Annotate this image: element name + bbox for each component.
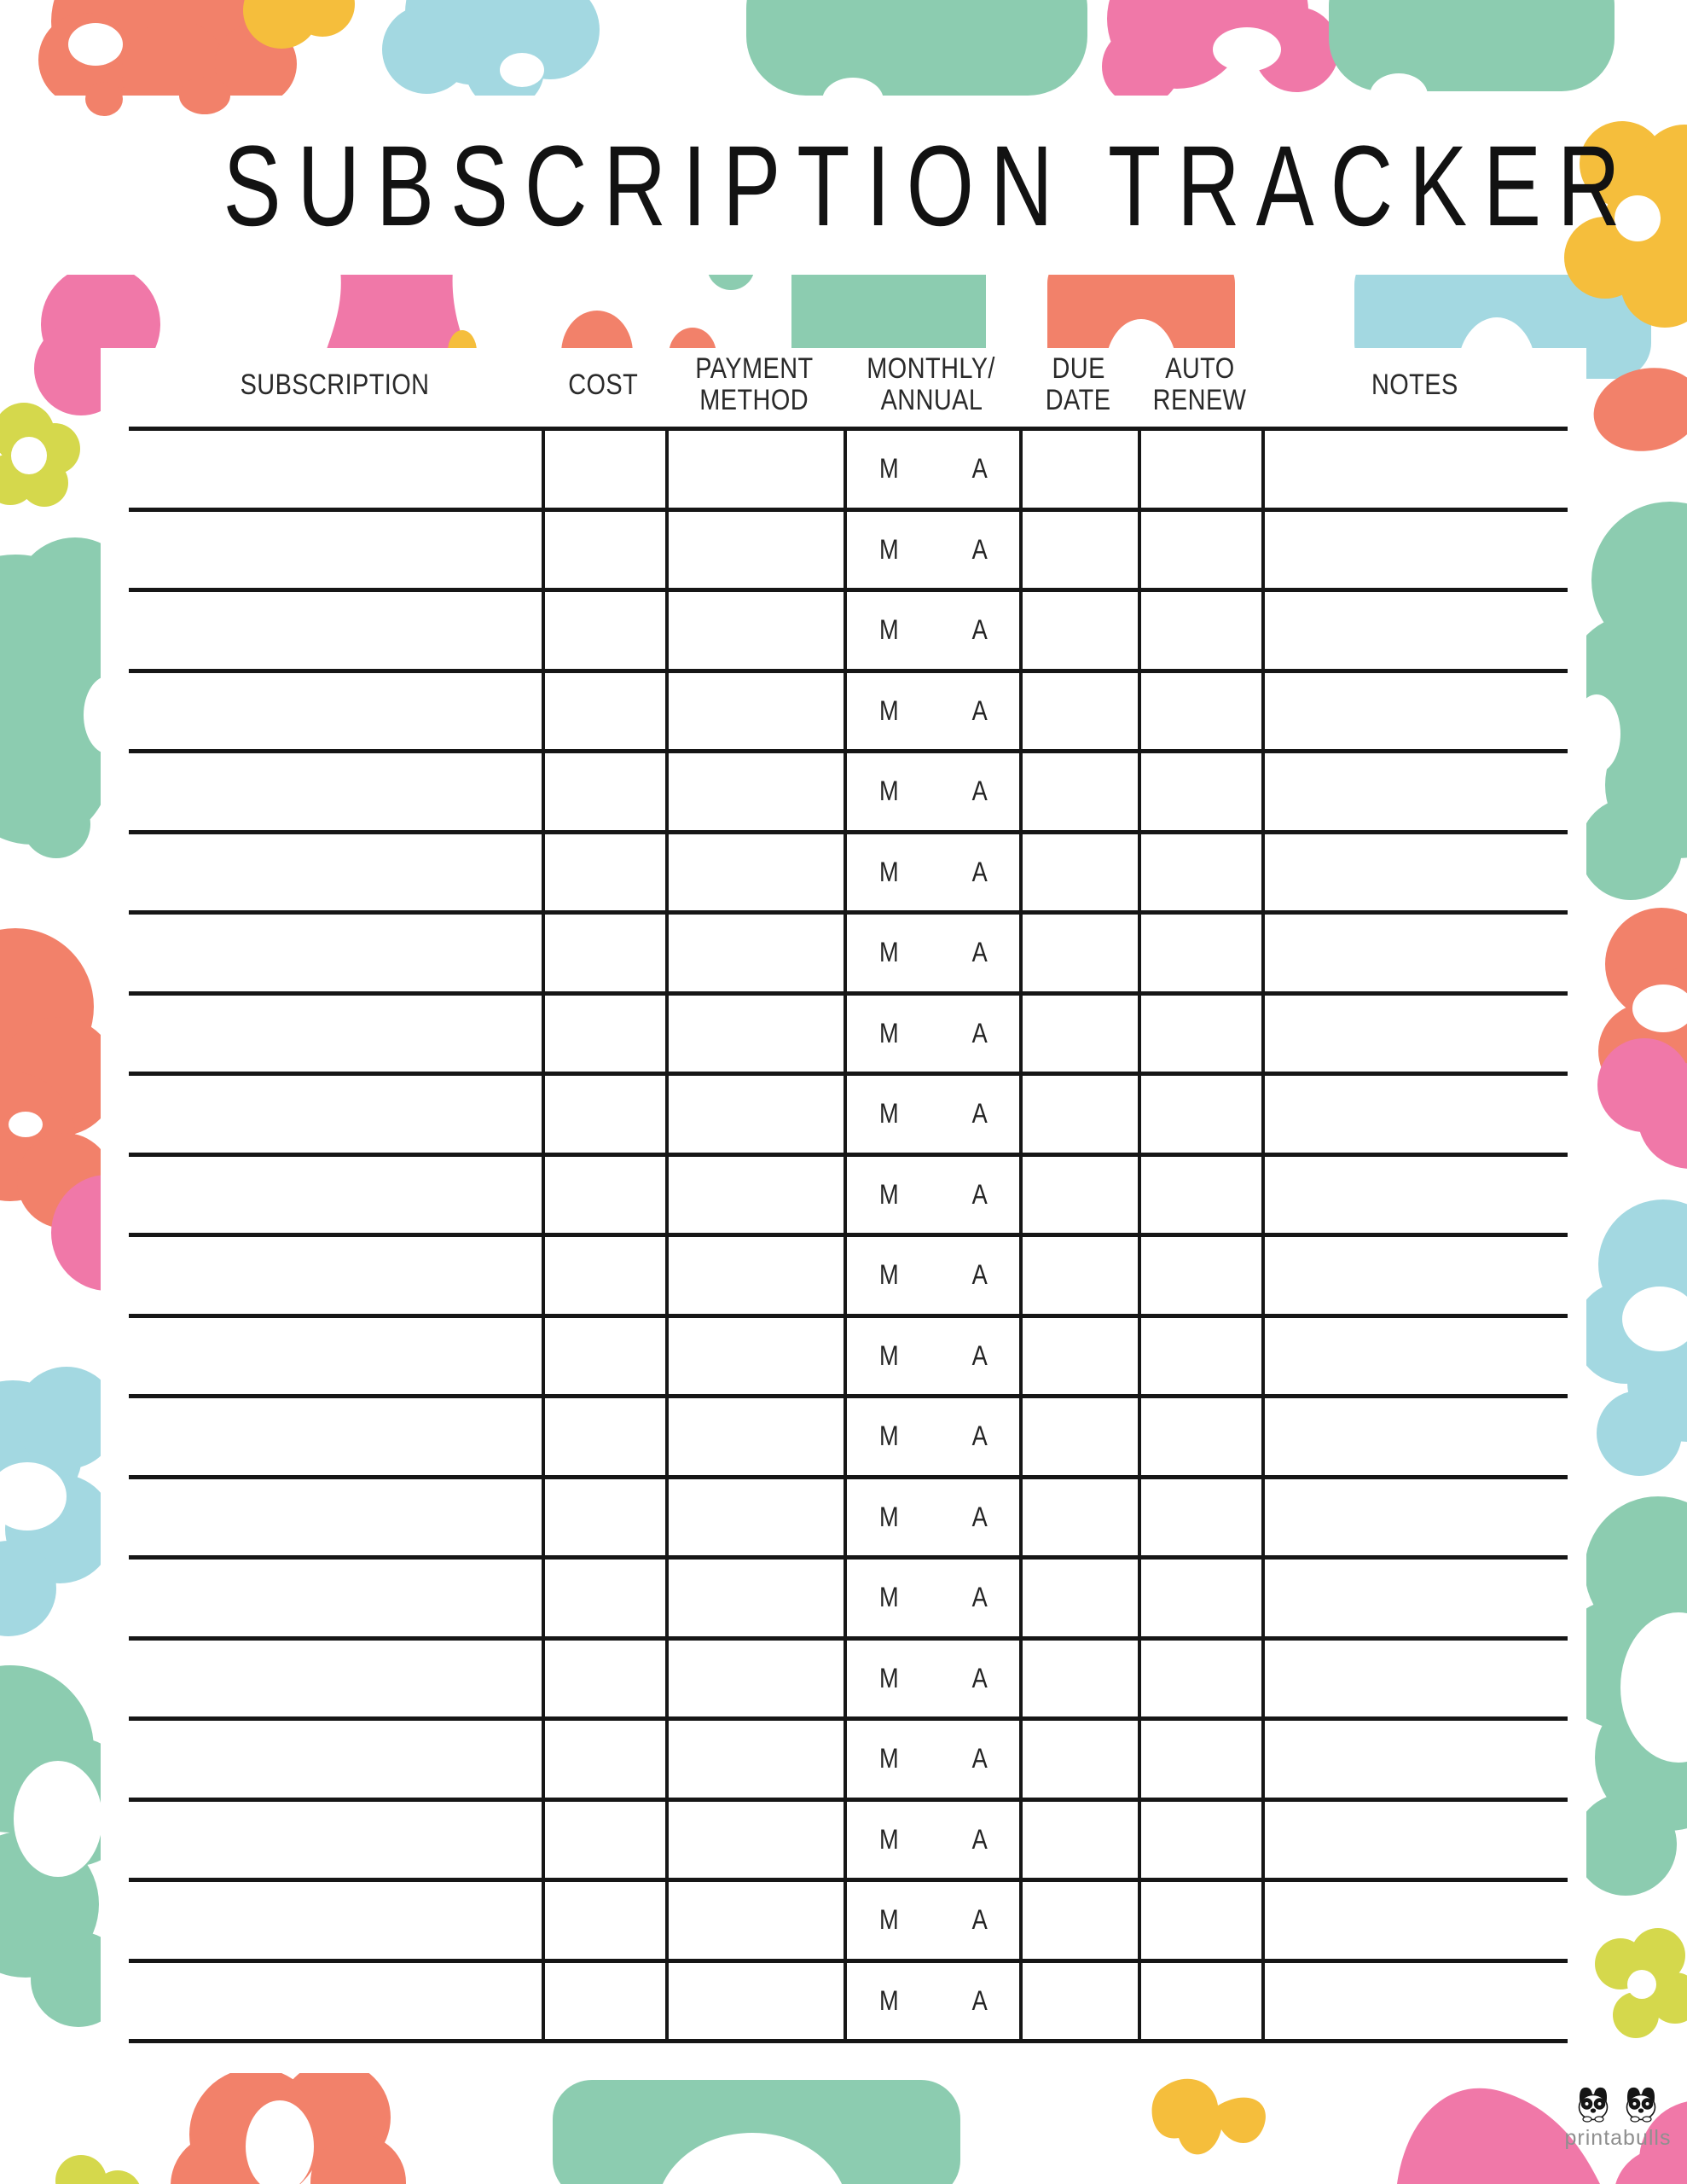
cell-notes[interactable] xyxy=(1261,1398,1568,1475)
cell-monthly-annual xyxy=(844,1479,1019,1556)
monthly-option[interactable]: M xyxy=(878,1501,899,1532)
cell-subscription[interactable] xyxy=(129,1802,542,1879)
table-row xyxy=(129,753,1568,834)
monthly-option[interactable]: M xyxy=(878,1017,899,1048)
annual-option[interactable]: A xyxy=(971,1904,988,1936)
cell-monthly-annual xyxy=(844,431,1019,508)
cell-notes[interactable] xyxy=(1261,1802,1568,1879)
cell-monthly-annual xyxy=(844,1076,1019,1153)
cell-subscription[interactable] xyxy=(129,834,542,911)
column-header-payment-method: PAYMENT METHOD xyxy=(695,352,814,416)
cell-notes[interactable] xyxy=(1261,1882,1568,1959)
monthly-option[interactable]: M xyxy=(878,533,899,565)
monthly-option[interactable]: M xyxy=(878,1339,899,1371)
cell-due-date[interactable] xyxy=(1019,1560,1138,1636)
annual-option[interactable]: A xyxy=(971,1339,988,1371)
monthly-option[interactable]: M xyxy=(878,937,899,968)
table-row xyxy=(129,834,1568,915)
cell-subscription[interactable] xyxy=(129,1318,542,1395)
cell-cost[interactable] xyxy=(542,1479,665,1556)
cell-monthly-annual xyxy=(844,1882,1019,1959)
cell-monthly-annual xyxy=(844,1802,1019,1879)
cell-payment-method[interactable] xyxy=(665,431,844,508)
cell-auto-renew[interactable] xyxy=(1138,1398,1261,1475)
cell-notes[interactable] xyxy=(1261,431,1568,508)
cell-cost[interactable] xyxy=(542,915,665,991)
cell-notes[interactable] xyxy=(1261,915,1568,991)
printabulls-logo-text: printabulls xyxy=(1564,2126,1672,2150)
cell-notes[interactable] xyxy=(1261,1963,1568,2040)
cell-due-date[interactable] xyxy=(1019,915,1138,991)
monthly-option[interactable]: M xyxy=(878,1259,899,1291)
cell-subscription[interactable] xyxy=(129,592,542,669)
page-title: SUBSCRIPTION TRACKER xyxy=(223,123,1637,250)
annual-option[interactable]: A xyxy=(971,856,988,887)
monthly-option[interactable]: M xyxy=(878,1582,899,1613)
annual-option[interactable]: A xyxy=(971,1259,988,1291)
cell-payment-method[interactable] xyxy=(665,1237,844,1314)
cell-notes[interactable] xyxy=(1261,1641,1568,1717)
cell-payment-method[interactable] xyxy=(665,1479,844,1556)
cell-notes[interactable] xyxy=(1261,592,1568,669)
two-bulldog-faces-icon xyxy=(1574,2085,1662,2128)
cell-subscription[interactable] xyxy=(129,915,542,991)
cell-auto-renew[interactable] xyxy=(1138,834,1261,911)
annual-option[interactable]: A xyxy=(971,1098,988,1130)
annual-option[interactable]: A xyxy=(971,1743,988,1774)
cell-payment-method[interactable] xyxy=(665,1318,844,1395)
table-row xyxy=(129,1318,1568,1399)
annual-option[interactable]: A xyxy=(971,1823,988,1855)
cell-notes[interactable] xyxy=(1261,673,1568,750)
cell-monthly-annual xyxy=(844,1560,1019,1636)
cell-auto-renew[interactable] xyxy=(1138,915,1261,991)
annual-option[interactable]: A xyxy=(971,1984,988,2016)
cell-notes[interactable] xyxy=(1261,834,1568,911)
annual-option[interactable]: A xyxy=(971,1420,988,1452)
monthly-option[interactable]: M xyxy=(878,453,899,485)
cell-auto-renew[interactable] xyxy=(1138,1237,1261,1314)
cell-auto-renew[interactable] xyxy=(1138,1479,1261,1556)
cell-auto-renew[interactable] xyxy=(1138,996,1261,1072)
cell-due-date[interactable] xyxy=(1019,673,1138,750)
cell-cost[interactable] xyxy=(542,1157,665,1234)
table-row xyxy=(129,1076,1568,1157)
cell-cost[interactable] xyxy=(542,1237,665,1314)
cell-auto-renew[interactable] xyxy=(1138,592,1261,669)
cell-notes[interactable] xyxy=(1261,753,1568,830)
cell-cost[interactable] xyxy=(542,1560,665,1636)
cell-payment-method[interactable] xyxy=(665,1076,844,1153)
cell-payment-method[interactable] xyxy=(665,1398,844,1475)
annual-option[interactable]: A xyxy=(971,1178,988,1210)
cell-auto-renew[interactable] xyxy=(1138,1076,1261,1153)
bulldog-icon xyxy=(1627,2088,1655,2122)
monthly-option[interactable]: M xyxy=(878,1984,899,2016)
cell-monthly-annual xyxy=(844,673,1019,750)
cell-subscription[interactable] xyxy=(129,1076,542,1153)
cell-payment-method[interactable] xyxy=(665,834,844,911)
table-row xyxy=(129,1398,1568,1479)
cell-due-date[interactable] xyxy=(1019,1076,1138,1153)
cell-subscription[interactable] xyxy=(129,673,542,750)
table-row xyxy=(129,1157,1568,1238)
annual-option[interactable]: A xyxy=(971,614,988,646)
cell-auto-renew[interactable] xyxy=(1138,1721,1261,1798)
cell-due-date[interactable] xyxy=(1019,1721,1138,1798)
cell-subscription[interactable] xyxy=(129,1641,542,1717)
cell-notes[interactable] xyxy=(1261,1157,1568,1234)
cell-due-date[interactable] xyxy=(1019,996,1138,1072)
table-row xyxy=(129,1802,1568,1883)
column-header-cost: COST xyxy=(568,368,639,401)
cell-monthly-annual xyxy=(844,753,1019,830)
table-row xyxy=(129,1641,1568,1722)
annual-option[interactable]: A xyxy=(971,533,988,565)
cell-subscription[interactable] xyxy=(129,1721,542,1798)
table-header-row xyxy=(129,343,1568,427)
cell-payment-method[interactable] xyxy=(665,1963,844,2040)
monthly-option[interactable]: M xyxy=(878,1662,899,1693)
annual-option[interactable]: A xyxy=(971,1017,988,1048)
cell-auto-renew[interactable] xyxy=(1138,1963,1261,2040)
cell-notes[interactable] xyxy=(1261,512,1568,589)
cell-cost[interactable] xyxy=(542,1963,665,2040)
cell-notes[interactable] xyxy=(1261,1237,1568,1314)
cell-due-date[interactable] xyxy=(1019,753,1138,830)
monthly-option[interactable]: M xyxy=(878,1098,899,1130)
monthly-option[interactable]: M xyxy=(878,1823,899,1855)
cell-due-date[interactable] xyxy=(1019,834,1138,911)
table-row xyxy=(129,1963,1568,2044)
table-row xyxy=(129,915,1568,996)
cell-monthly-annual xyxy=(844,996,1019,1072)
cell-monthly-annual xyxy=(844,915,1019,991)
table-row xyxy=(129,1721,1568,1802)
column-header-subscription: SUBSCRIPTION xyxy=(241,368,430,401)
cell-monthly-annual xyxy=(844,1237,1019,1314)
cell-cost[interactable] xyxy=(542,834,665,911)
annual-option[interactable]: A xyxy=(971,775,988,807)
cell-auto-renew[interactable] xyxy=(1138,1318,1261,1395)
cell-payment-method[interactable] xyxy=(665,915,844,991)
cell-cost[interactable] xyxy=(542,512,665,589)
cell-subscription[interactable] xyxy=(129,431,542,508)
table-row xyxy=(129,1560,1568,1641)
cell-cost[interactable] xyxy=(542,753,665,830)
cell-cost[interactable] xyxy=(542,431,665,508)
cell-auto-renew[interactable] xyxy=(1138,1641,1261,1717)
cell-monthly-annual xyxy=(844,1157,1019,1234)
cell-cost[interactable] xyxy=(542,1641,665,1717)
cell-auto-renew[interactable] xyxy=(1138,1802,1261,1879)
cell-due-date[interactable] xyxy=(1019,1641,1138,1717)
cell-payment-method[interactable] xyxy=(665,996,844,1072)
cell-due-date[interactable] xyxy=(1019,1882,1138,1959)
cell-payment-method[interactable] xyxy=(665,512,844,589)
cell-monthly-annual xyxy=(844,1963,1019,2040)
cell-due-date[interactable] xyxy=(1019,431,1138,508)
cell-subscription[interactable] xyxy=(129,753,542,830)
column-header-notes: NOTES xyxy=(1371,368,1458,401)
printabulls-logo xyxy=(1561,2085,1675,2151)
monthly-option[interactable]: M xyxy=(878,1904,899,1936)
cell-due-date[interactable] xyxy=(1019,1963,1138,2040)
cell-notes[interactable] xyxy=(1261,1479,1568,1556)
cell-auto-renew[interactable] xyxy=(1138,1157,1261,1234)
table-row xyxy=(129,1479,1568,1560)
cell-cost[interactable] xyxy=(542,996,665,1072)
table-row xyxy=(129,1882,1568,1963)
cell-subscription[interactable] xyxy=(129,1560,542,1636)
cell-subscription[interactable] xyxy=(129,1882,542,1959)
cell-cost[interactable] xyxy=(542,1882,665,1959)
cell-monthly-annual xyxy=(844,1318,1019,1395)
cell-notes[interactable] xyxy=(1261,1721,1568,1798)
cell-auto-renew[interactable] xyxy=(1138,431,1261,508)
cell-monthly-annual xyxy=(844,512,1019,589)
bulldog-icon xyxy=(1580,2088,1608,2122)
cell-notes[interactable] xyxy=(1261,1318,1568,1395)
cell-auto-renew[interactable] xyxy=(1138,673,1261,750)
cell-cost[interactable] xyxy=(542,1398,665,1475)
cell-cost[interactable] xyxy=(542,1721,665,1798)
cell-subscription[interactable] xyxy=(129,1963,542,2040)
cell-auto-renew[interactable] xyxy=(1138,753,1261,830)
cell-auto-renew[interactable] xyxy=(1138,512,1261,589)
annual-option[interactable]: A xyxy=(971,1662,988,1693)
cell-subscription[interactable] xyxy=(129,1237,542,1314)
cell-auto-renew[interactable] xyxy=(1138,1560,1261,1636)
cell-due-date[interactable] xyxy=(1019,1398,1138,1475)
cell-cost[interactable] xyxy=(542,592,665,669)
cell-subscription[interactable] xyxy=(129,1157,542,1234)
cell-monthly-annual xyxy=(844,834,1019,911)
cell-auto-renew[interactable] xyxy=(1138,1882,1261,1959)
annual-option[interactable]: A xyxy=(971,453,988,485)
cell-subscription[interactable] xyxy=(129,1398,542,1475)
table-row xyxy=(129,592,1568,673)
column-header-auto-renew: AUTO RENEW xyxy=(1152,352,1247,416)
annual-option[interactable]: A xyxy=(971,694,988,726)
table-row xyxy=(129,431,1568,512)
monthly-option[interactable]: M xyxy=(878,1420,899,1452)
cell-payment-method[interactable] xyxy=(665,673,844,750)
cell-subscription[interactable] xyxy=(129,1479,542,1556)
cell-notes[interactable] xyxy=(1261,1560,1568,1636)
cell-due-date[interactable] xyxy=(1019,1237,1138,1314)
cell-payment-method[interactable] xyxy=(665,753,844,830)
annual-option[interactable]: A xyxy=(971,937,988,968)
cell-payment-method[interactable] xyxy=(665,1721,844,1798)
cell-monthly-annual xyxy=(844,1641,1019,1717)
subscription-table-body xyxy=(129,427,1568,2043)
table-row xyxy=(129,1237,1568,1318)
cell-subscription[interactable] xyxy=(129,512,542,589)
cell-notes[interactable] xyxy=(1261,1076,1568,1153)
cell-cost[interactable] xyxy=(542,1802,665,1879)
cell-cost[interactable] xyxy=(542,1318,665,1395)
cell-notes[interactable] xyxy=(1261,996,1568,1072)
cell-cost[interactable] xyxy=(542,673,665,750)
cell-due-date[interactable] xyxy=(1019,1802,1138,1879)
cell-monthly-annual xyxy=(844,1721,1019,1798)
cell-payment-method[interactable] xyxy=(665,1560,844,1636)
monthly-option[interactable]: M xyxy=(878,856,899,887)
annual-option[interactable]: A xyxy=(971,1582,988,1613)
cell-payment-method[interactable] xyxy=(665,1641,844,1717)
cell-monthly-annual xyxy=(844,592,1019,669)
cell-due-date[interactable] xyxy=(1019,1479,1138,1556)
monthly-option[interactable]: M xyxy=(878,614,899,646)
monthly-option[interactable]: M xyxy=(878,775,899,807)
cell-due-date[interactable] xyxy=(1019,592,1138,669)
monthly-option[interactable]: M xyxy=(878,1178,899,1210)
cell-cost[interactable] xyxy=(542,1076,665,1153)
cell-payment-method[interactable] xyxy=(665,1882,844,1959)
annual-option[interactable]: A xyxy=(971,1501,988,1532)
cell-due-date[interactable] xyxy=(1019,1318,1138,1395)
cell-due-date[interactable] xyxy=(1019,1157,1138,1234)
cell-subscription[interactable] xyxy=(129,996,542,1072)
cell-payment-method[interactable] xyxy=(665,1157,844,1234)
table-row xyxy=(129,996,1568,1077)
column-header-monthly-annual: MONTHLY/ ANNUAL xyxy=(867,352,996,416)
monthly-option[interactable]: M xyxy=(878,1743,899,1774)
table-row xyxy=(129,512,1568,593)
cell-monthly-annual xyxy=(844,1398,1019,1475)
cell-payment-method[interactable] xyxy=(665,592,844,669)
cell-due-date[interactable] xyxy=(1019,512,1138,589)
cell-payment-method[interactable] xyxy=(665,1802,844,1879)
table-row xyxy=(129,673,1568,754)
column-header-due-date: DUE DATE xyxy=(1046,352,1111,416)
monthly-option[interactable]: M xyxy=(878,694,899,726)
